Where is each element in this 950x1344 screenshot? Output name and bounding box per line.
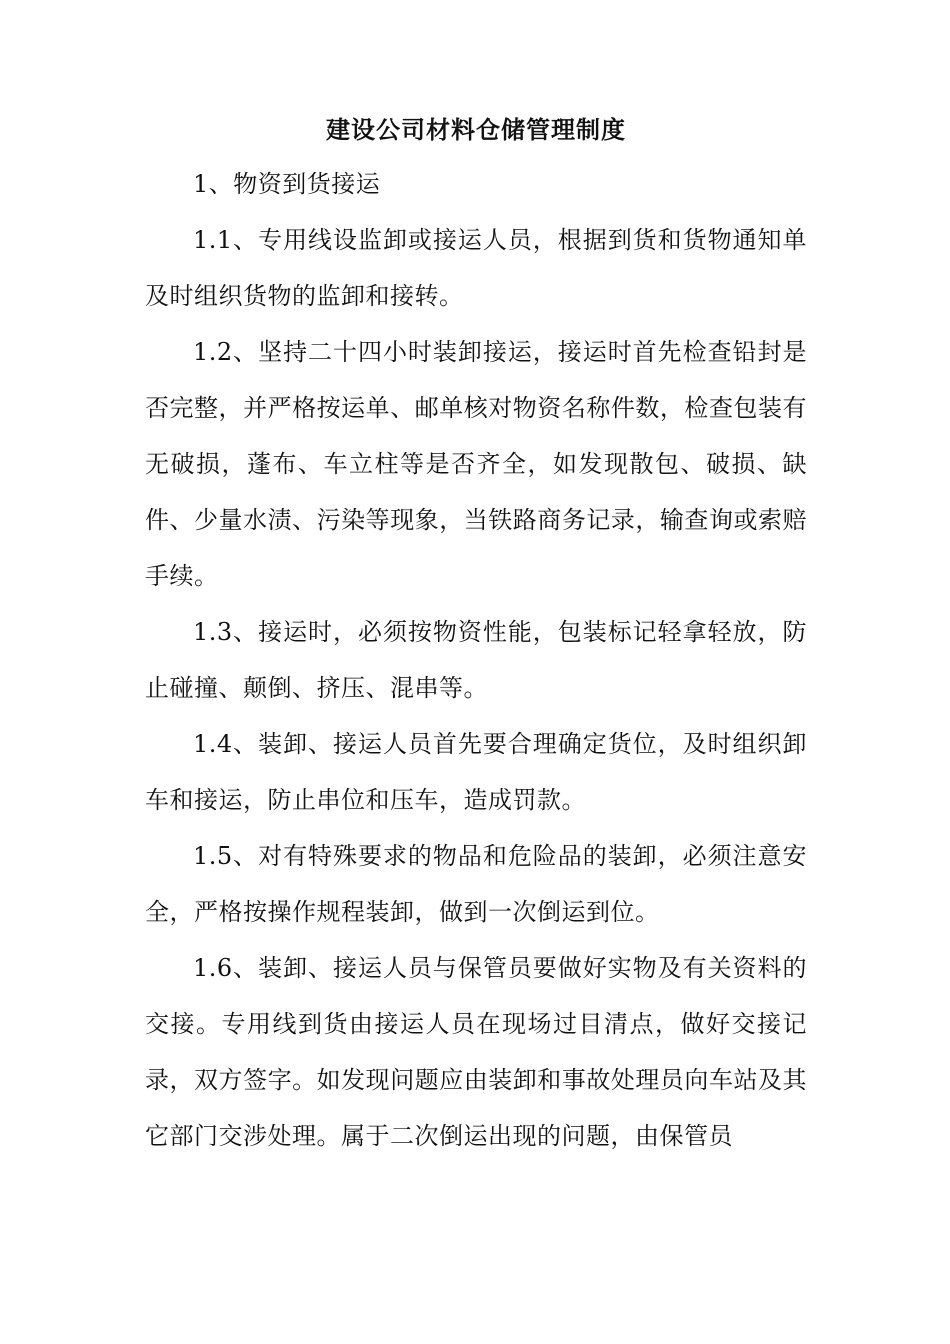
paragraph-1-3: 1.3、接运时，必须按物资性能，包装标记轻拿轻放，防止碰撞、颠倒、挤压、混串等。 [145,618,807,702]
paragraph-1-1: 1.1、专用线设监卸或接运人员，根据到货和货物通知单及时组织货物的监卸和接转。 [145,226,807,310]
section-heading-1: 1、物资到货接运 [193,170,381,198]
document-title: 建设公司材料仓储管理制度 [326,115,626,144]
paragraph-1-6: 1.6、装卸、接运人员与保管员要做好实物及有关资料的交接。专用线到货由接运人员在现场过目清点，做好交接记录，双方签字。如发现问题应由装卸和事故处理员向车站及其它部门交涉处理。属于二次倒运出现的问题，由保管员 [145,954,807,1150]
document-body [145,104,807,1164]
paragraph-1-4: 1.4、装卸、接运人员首先要合理确定货位，及时组织卸车和接运，防止串位和压车，造成罚款。 [145,730,807,814]
paragraph-1-2: 1.2、坚持二十四小时装卸接运，接运时首先检查铅封是否完整，并严格按运单、邮单核对物资名称件数，检查包装有无破损，蓬布、车立柱等是否齐全，如发现散包、破损、缺件、少量水渍、污染等现象，当铁路商务记录，输查询或索赔手续。 [145,338,807,590]
paragraph-1-5: 1.5、对有特殊要求的物品和危险品的装卸，必须注意安全，严格按操作规程装卸，做到一次倒运到位。 [145,842,807,926]
